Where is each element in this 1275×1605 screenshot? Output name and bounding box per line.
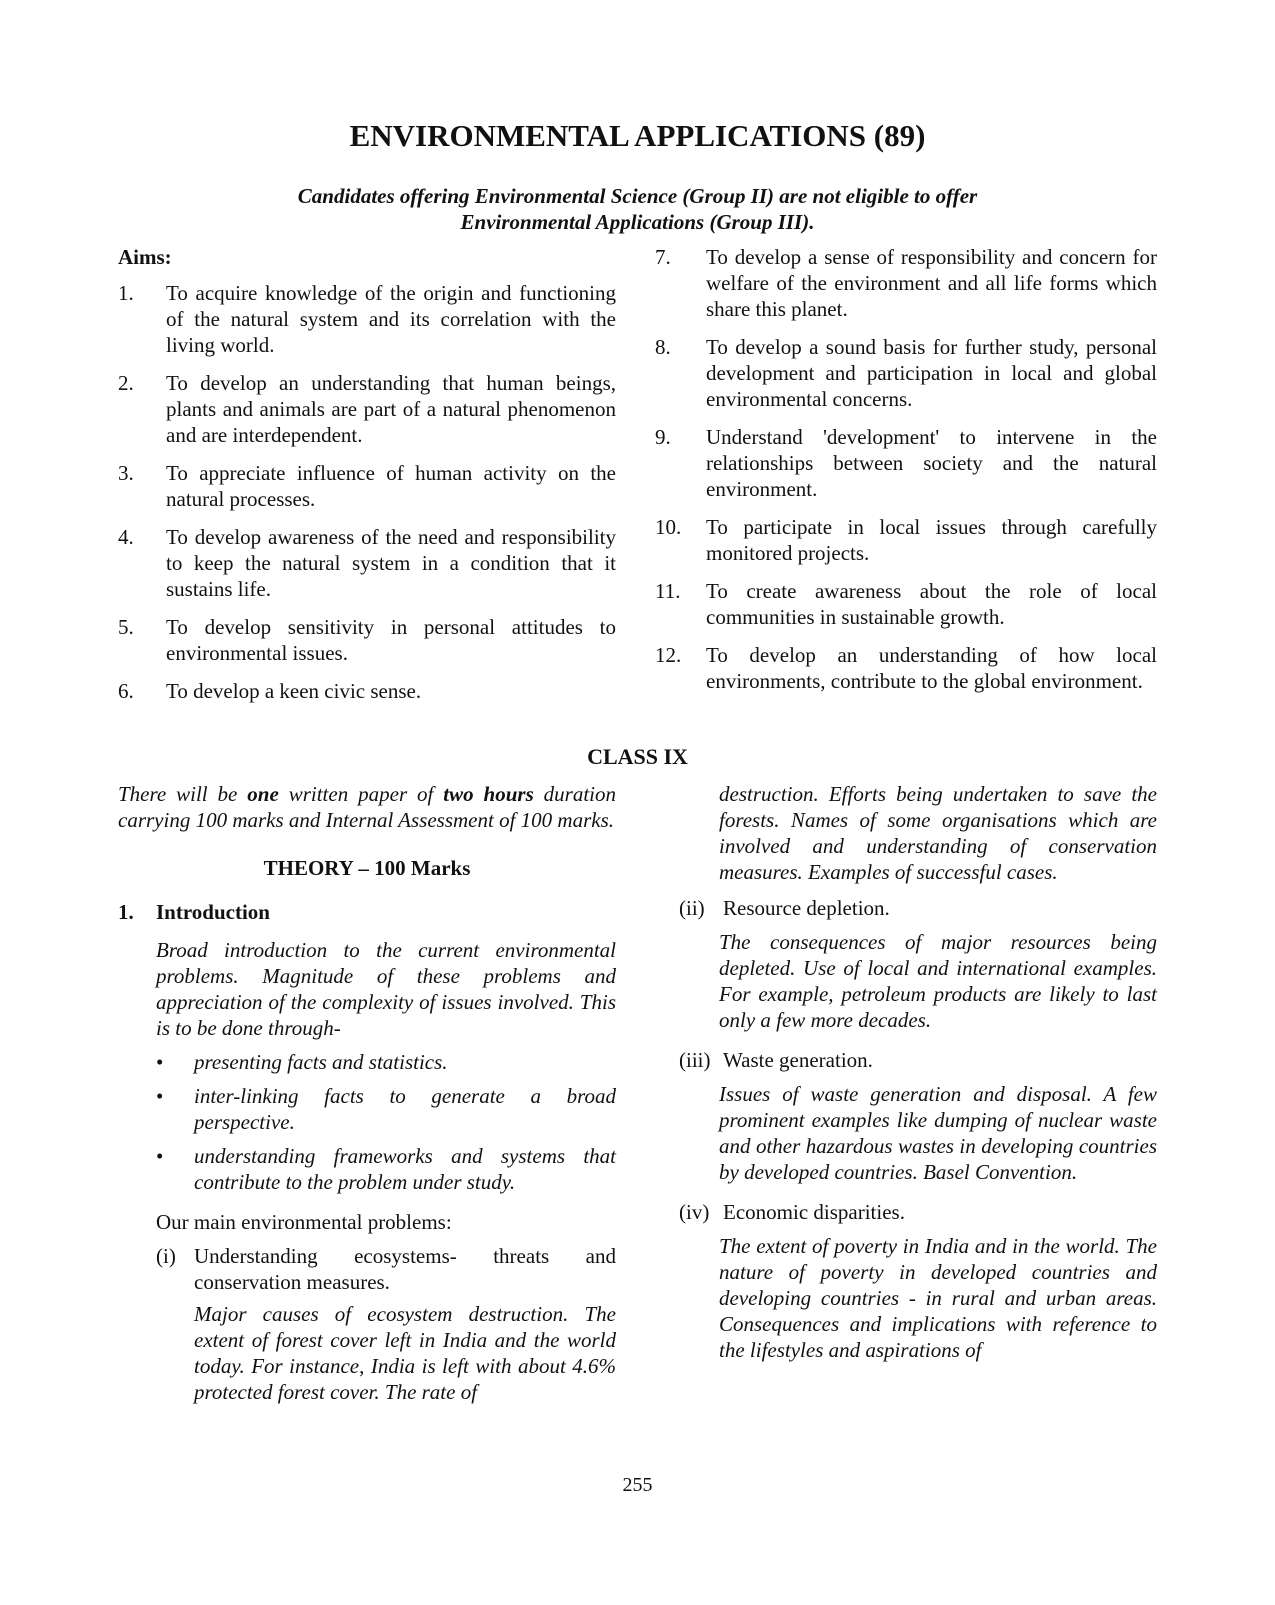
aim-number: 11. xyxy=(655,579,681,603)
aim-item xyxy=(118,614,616,666)
aim-item xyxy=(118,524,616,602)
subtopic-description: Issues of waste generation and disposal. A few prominent examples like dumping of nuclear waste and other hazardous wastes in developing countries by developed countries. Basel Convention. xyxy=(719,1082,1157,1184)
aim-text: To develop a keen civic sense. xyxy=(166,679,422,703)
aim-text: Understand 'development' to intervene in the relationships between society and the natural environment. xyxy=(706,425,1157,501)
aim-text: To develop a sound basis for further study, personal development and participation in local and global environmental concerns. xyxy=(706,335,1157,411)
page-number: 255 xyxy=(622,1474,653,1496)
subtopic-description: Major causes of ecosystem destruction. The extent of forest cover left in India and the world today. For instance, India is left with about 4.6% protected forest cover. The rate of xyxy=(194,1302,616,1404)
subtopic-i xyxy=(156,1243,616,1405)
subtopic-number: (i) xyxy=(156,1244,176,1268)
aim-number: 8. xyxy=(655,335,671,359)
aim-text: To participate in local issues through carefully monitored projects. xyxy=(706,515,1157,565)
section-intro: Broad introduction to the current environmental problems. Magnitude of these problems and appreciation of the complexity of issues involved. This is to be done through- xyxy=(156,938,616,1040)
section-number: 1. xyxy=(118,900,134,924)
aim-text: To develop awareness of the need and responsibility to keep the natural system in a condition that it sustains life. xyxy=(166,525,616,601)
subtopic-heading xyxy=(679,1047,1157,1073)
aim-item xyxy=(118,370,616,448)
section-title: Introduction xyxy=(156,900,270,924)
bullet-icon: • xyxy=(156,1084,164,1108)
aim-number: 6. xyxy=(118,679,134,703)
aims-left-column xyxy=(118,244,616,716)
aim-number: 2. xyxy=(118,371,134,395)
aim-text: To acquire knowledge of the origin and functioning of the natural system and its correlation with the living world. xyxy=(166,281,616,357)
aim-number: 5. xyxy=(118,615,134,639)
aim-item xyxy=(118,280,616,358)
subtopic-number: (iii) xyxy=(679,1048,711,1072)
subtopic-description: The extent of poverty in India and in the world. The nature of poverty in developed countries and developing countries - in rural and urban areas. Consequences and implications with reference to the lifestyles and aspirations of xyxy=(719,1234,1157,1362)
subtopic-heading xyxy=(679,895,1157,921)
eligibility-note xyxy=(0,183,1275,235)
problems-lead: Our main environmental problems: xyxy=(156,1210,452,1234)
eligibility-note-line-2: Environmental Applications (Group III). xyxy=(460,210,815,234)
subtopic-title: Economic disparities. xyxy=(723,1200,905,1224)
aim-item xyxy=(655,514,1157,566)
subtopic-description: The consequences of major resources being depleted. Use of local and international examples. For example, petroleum products are likely to last only a few more decades. xyxy=(719,930,1157,1032)
aim-item xyxy=(655,244,1157,322)
list-item xyxy=(156,1143,616,1195)
paper-info-text: There will be xyxy=(118,782,248,806)
list-item-text: inter-linking facts to generate a broad perspective. xyxy=(194,1084,616,1134)
subtopic-description-continued: destruction. Efforts being undertaken to save the forests. Names of some organisations which are involved and understanding of conservation measures. Examples of successful cases. xyxy=(719,782,1157,884)
eligibility-note-line-1: Candidates offering Environmental Science (Group II) are not eligible to offer xyxy=(297,184,978,208)
aim-item xyxy=(118,678,616,704)
subtopic-heading xyxy=(156,1243,616,1295)
subtopic-number: (iv) xyxy=(679,1200,710,1224)
aim-text: To appreciate influence of human activity on the natural processes. xyxy=(166,461,616,511)
paper-info-text: duration carrying 100 marks and Internal Assessment of 100 marks. xyxy=(118,782,617,832)
bullet-icon: • xyxy=(156,1050,164,1074)
aim-text: To develop a sense of responsibility and concern for welfare of the environment and all life forms which share this planet. xyxy=(706,245,1157,321)
aims-right-column xyxy=(655,244,1157,706)
list-item-text: presenting facts and statistics. xyxy=(194,1050,448,1074)
syllabus-right-column xyxy=(655,781,1157,1363)
aim-item xyxy=(655,578,1157,630)
subtopic-title: Understanding ecosystems- threats and conservation measures. xyxy=(194,1244,616,1294)
list-item-text: understanding frameworks and systems that contribute to the problem under study. xyxy=(194,1144,616,1194)
list-item xyxy=(156,1083,616,1135)
paper-info-text: written paper of xyxy=(278,782,444,806)
theory-heading: THEORY – 100 Marks xyxy=(263,856,471,880)
aims-heading: Aims: xyxy=(118,245,172,269)
syllabus-left-column xyxy=(118,781,616,1405)
aim-item xyxy=(655,424,1157,502)
aim-number: 9. xyxy=(655,425,671,449)
page-title: ENVIRONMENTAL APPLICATIONS (89) xyxy=(349,118,926,153)
aim-item xyxy=(118,460,616,512)
aim-number: 4. xyxy=(118,525,134,549)
paper-info xyxy=(118,781,616,833)
aim-text: To develop an understanding that human beings, plants and animals are part of a natural phenomenon and are interdependent. xyxy=(166,371,616,447)
aim-number: 10. xyxy=(655,515,682,539)
section-heading xyxy=(118,899,616,925)
aim-item xyxy=(655,334,1157,412)
aim-number: 12. xyxy=(655,643,682,667)
subtopic-number: (ii) xyxy=(679,896,705,920)
bullet-icon: • xyxy=(156,1144,164,1168)
aim-number: 1. xyxy=(118,281,134,305)
paper-info-emphasis: one xyxy=(247,782,279,806)
subtopic-title: Waste generation. xyxy=(723,1048,873,1072)
list-item xyxy=(156,1049,616,1075)
class-heading: CLASS IX xyxy=(587,744,688,769)
aim-number: 3. xyxy=(118,461,134,485)
aim-text: To develop an understanding of how local environments, contribute to the global environment. xyxy=(706,643,1157,693)
aim-text: To create awareness about the role of local communities in sustainable growth. xyxy=(706,579,1157,629)
subtopic-heading xyxy=(679,1199,1157,1225)
aim-text: To develop sensitivity in personal attitudes to environmental issues. xyxy=(166,615,616,665)
aim-item xyxy=(655,642,1157,694)
subtopic-title: Resource depletion. xyxy=(723,896,890,920)
aim-number: 7. xyxy=(655,245,671,269)
bullet-list xyxy=(156,1049,616,1195)
paper-info-emphasis: two hours xyxy=(443,782,534,806)
